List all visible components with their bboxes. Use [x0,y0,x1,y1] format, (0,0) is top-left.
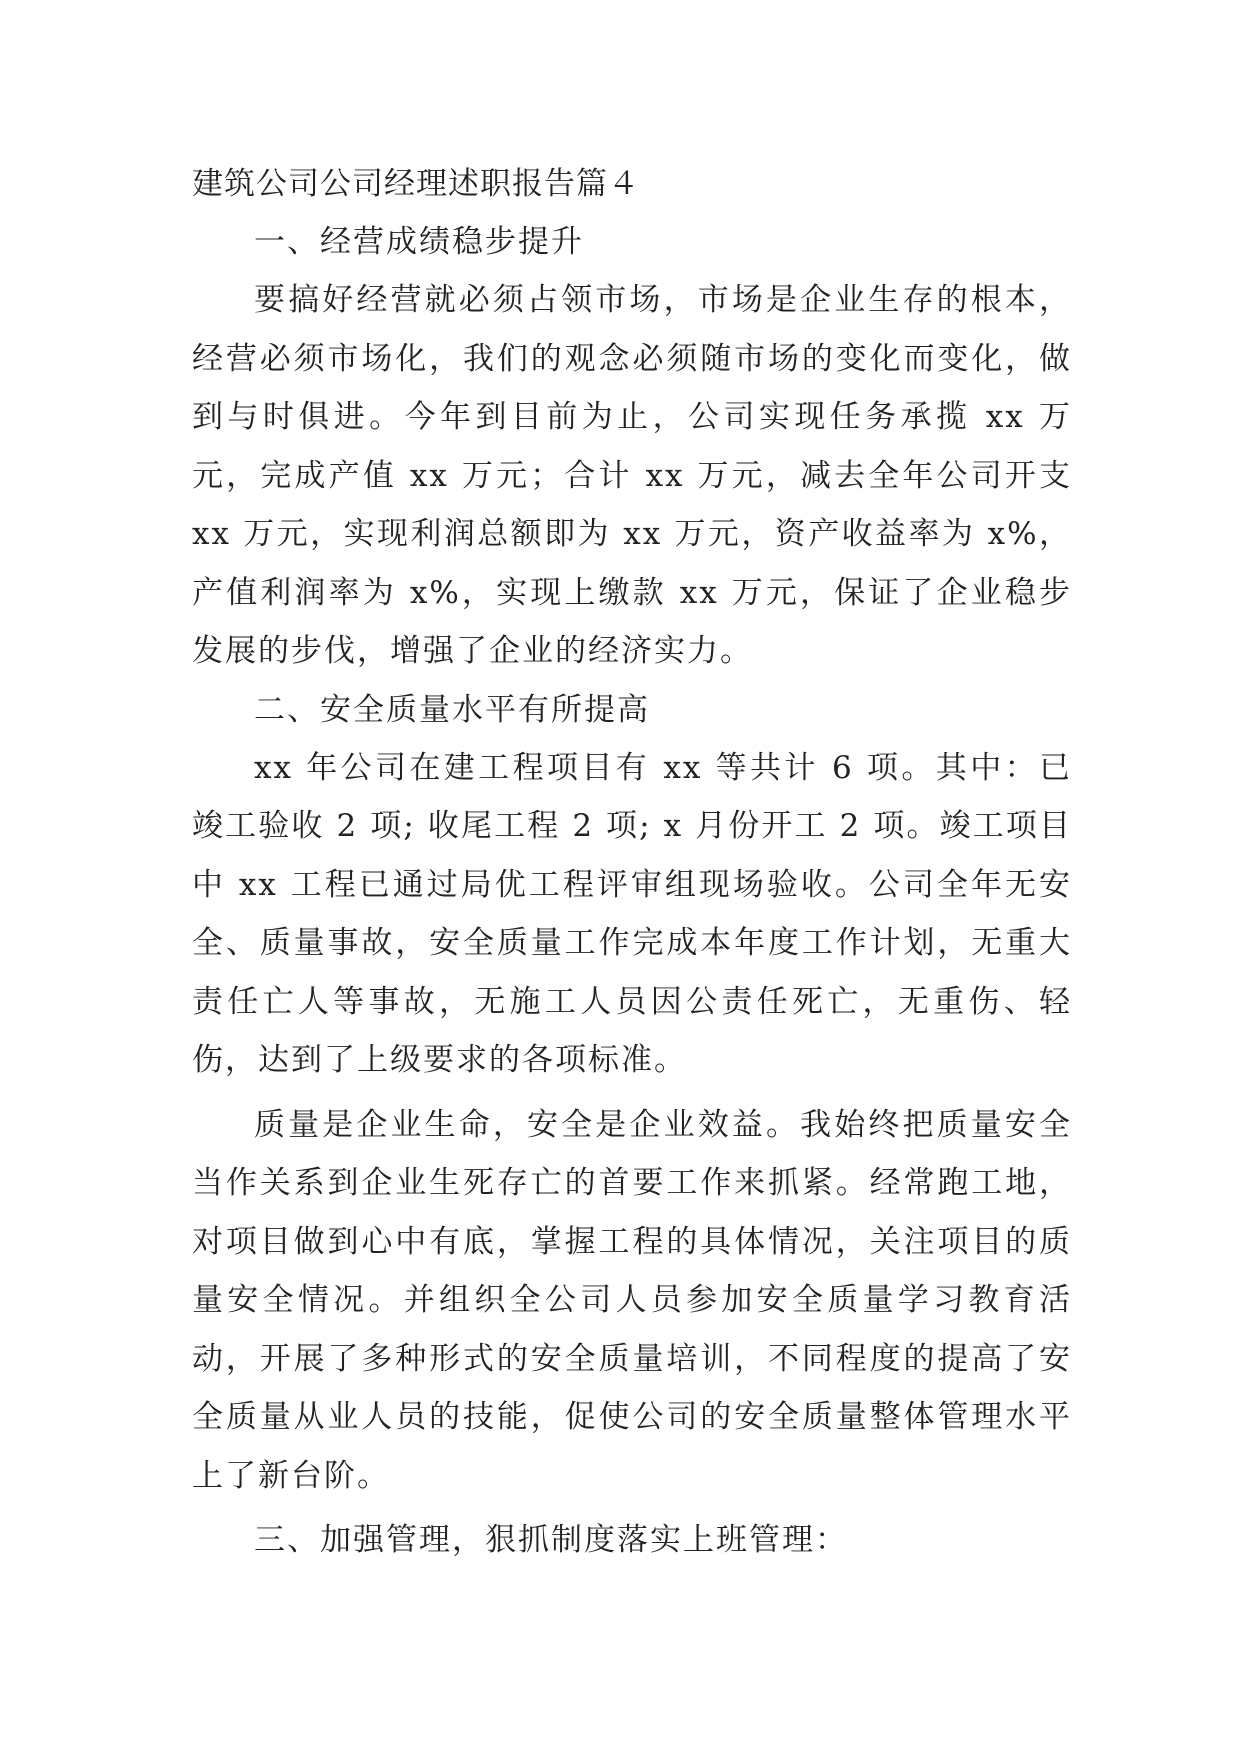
section-1-paragraph-1: 要搞好经营就必须占领市场，市场是企业生存的根本，经营必须市场化，我们的观念必须随市场的变化而变化，做到与时俱进。今年到目前为止，公司实现任务承揽 xx 万元，完成产值 xx 万元；合计 xx 万元，减去全年公司开支 xx 万元，实现利润总额即为 xx 万元，资产收益率为 x%，产值利润率为 x%，实现上缴款 xx 万元，保证了企业稳步发展的步伐，增强了企业的经济实力。 [192,282,1072,669]
section-heading-1: 一、经营成绩稳步提升 [254,224,584,260]
section-heading-3: 三、加强管理，狠抓制度落实上班管理： [254,1522,848,1558]
section-heading-2: 二、安全质量水平有所提高 [254,691,650,728]
document-title: 建筑公司公司经理述职报告篇４ [192,166,640,202]
section-2-paragraph-1: xx 年公司在建工程项目有 xx 等共计 6 项。其中：已竣工验收 2 项; 收尾工程 2 项; x 月份开工 2 项。竣工项目中 xx 工程已通过局优工程评审组现场验收。公司全年无安全、质量事故，安全质量工作完成本年度工作计划，无重大责任亡人等事故，无施工人员因公责任死亡，无重伤、轻伤，达到了上级要求的各项标准。 [192,749,1072,1078]
section-2-paragraph-2: 质量是企业生命，安全是企业效益。我始终把质量安全当作关系到企业生死存亡的首要工作来抓紧。经常跑工地，对项目做到心中有底，掌握工程的具体情况，关注项目的质量安全情况。并组织全公司人员参加安全质量学习教育活动，开展了多种形式的安全质量培训，不同程度的提高了安全质量从业人员的技能，促使公司的安全质量整体管理水平上了新台阶。 [192,1106,1072,1494]
document-body [192,155,1072,1569]
